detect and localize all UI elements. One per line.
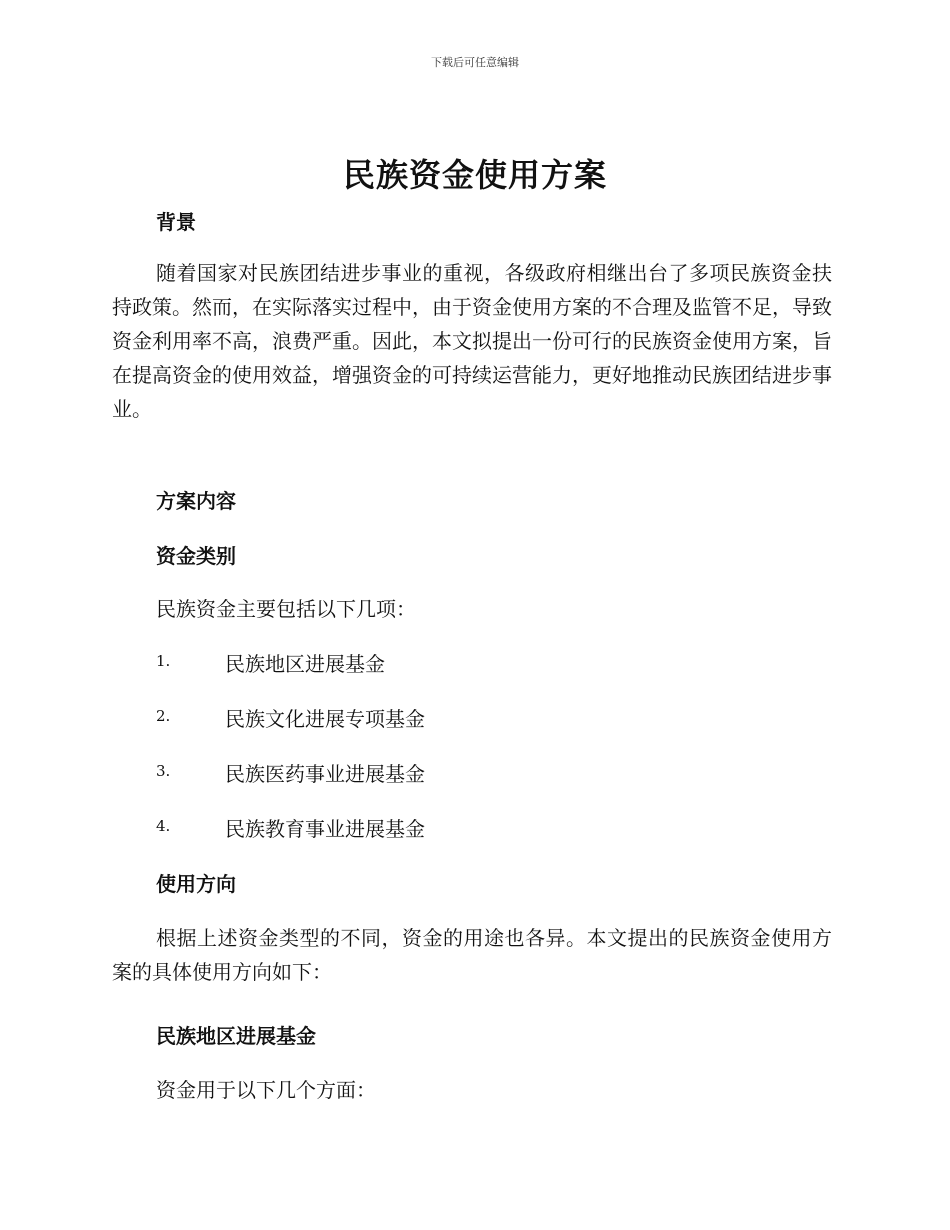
list-item-number: 3. (156, 762, 171, 780)
paragraph-usage-direction: 根据上述资金类型的不同，资金的用途也各异。本文提出的民族资金使用方案的具体使用方向如下： (112, 926, 832, 984)
paragraph-background: 随着国家对民族团结进步事业的重视，各级政府相继出台了多项民族资金扶持政策。然而，在实际落实过程中，由于资金使用方案的不合理及监管不足，导致资金利用率不高，浪费严重。因此，本文拟提出一份可行的民族资金使用方案，旨在提高资金的使用效益，增强资金的可持续运营能力，更好地推动民族团结进步事业。 (112, 261, 832, 421)
regional-intro: 资金用于以下几个方面： (156, 1078, 376, 1102)
category-intro: 民族资金主要包括以下几项： (156, 597, 416, 621)
heading-regional-fund: 民族地区进展基金 (156, 1024, 316, 1048)
document-title: 民族资金使用方案 (342, 156, 607, 194)
heading-usage-direction: 使用方向 (156, 872, 236, 896)
list-item-number: 4. (156, 817, 171, 835)
heading-background: 背景 (156, 210, 196, 234)
heading-fund-category: 资金类别 (156, 544, 236, 568)
heading-plan-content: 方案内容 (156, 489, 236, 513)
list-item-text: 民族教育事业进展基金 (225, 817, 425, 841)
list-item-text: 民族文化进展专项基金 (225, 707, 425, 731)
header-note: 下载后可任意编辑 (431, 56, 519, 69)
list-item-number: 1. (156, 652, 171, 670)
list-item-number: 2. (156, 707, 171, 725)
list-item-text: 民族医药事业进展基金 (225, 762, 425, 786)
list-item-text: 民族地区进展基金 (225, 652, 385, 676)
